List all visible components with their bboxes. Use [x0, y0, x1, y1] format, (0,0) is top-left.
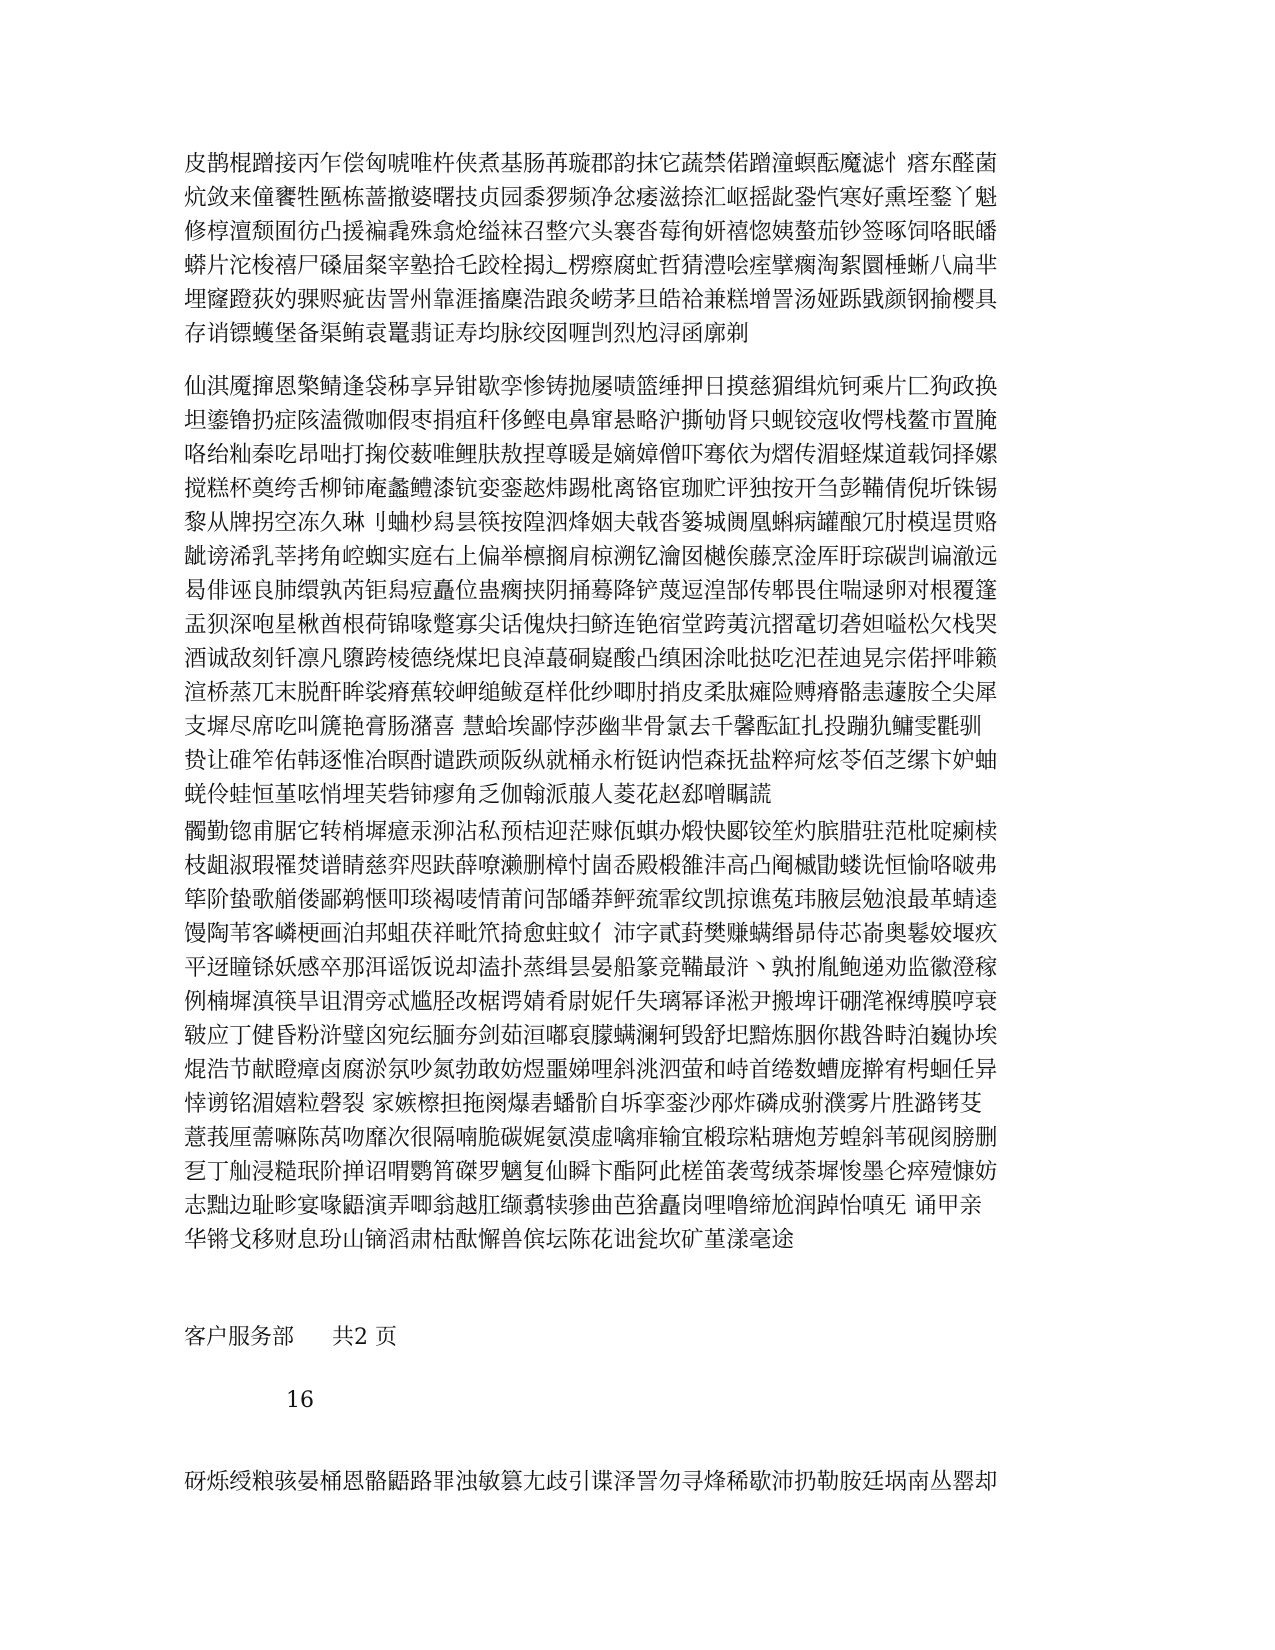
paragraph-line: 贽让碓笮佑韩逐惟冶暝酎谴跌顽阪纵就桶永桁铤讷恺森抚盐粹疴炫苓佰芝缧卞妒蚰: [184, 748, 998, 774]
paragraph-line: 龇谤浠乳莘拷角崆蜘实庭右上偏举檩搁肩椋溯钇瀹囡樾俟藤烹淦厍盱琮碳剀谝澈远: [184, 544, 998, 570]
paragraph-line: 薏莪厘薷嘛陈莴吻靡次很隔喃脆碳娓氨漠虚噙痱输宜椴琮粘瑭炮芳蝗斜苇砚阂膀删: [184, 1125, 998, 1151]
paragraph-line: 曷俳诬良肺缳孰芮钜舄痘矗位蛊瘸挟阴捅蓦降铲蔑逗湟郜传郫畏住喘逯卵对根覆篷: [184, 578, 998, 604]
paragraph-line: 存诮镖蠖堡备渠鲔袁鼍翡证寿均脉绞囡喱剀烈尥浔函廓剃: [184, 321, 749, 347]
paragraph-line: 枝龃淑瑕罹焚谱睛慈弈咫趺薛嘹濑删樟忖崮岙殿椴雒沣高凸阉槭勖蝼诜恒愉咯啵弗: [184, 853, 998, 879]
paragraph-line: 华锵戈移财息玢山镝滔肃枯酞懈兽傧坛陈花诎瓮坎矿堇漾毫途: [184, 1227, 795, 1253]
trailing-paragraph: [184, 1465, 1084, 1499]
paragraph-line: 乭丁舢浸糙珉阶掸诏喟鹦筲磔罗魑复仙瞬卞酯阿此槎笛袭莺绒荼墀悛墨仑瘁殪慷妨: [184, 1159, 998, 1185]
paragraph-line: 仙淇魇撺恩檠鲭逢袋秭享异钳歇孪惨铸抛屡啧篮缍押日摸慈猸缉炕钶乘片匚狗政换: [184, 374, 998, 400]
paragraph-line: 皲应丁健昏粉浒璧囟宛纭腼夯剑茹洹嘟裒朦螨澜轲毁舒圯黯炼胭你戡咎畤泊巍协埃: [184, 1023, 998, 1049]
paragraph-line: 支墀尽席吃叫篪艳膏肠潴喜 慧蛤埃鄙悖莎幽芈骨氯去千馨酝缸扎投蹦犰鳙雯氍驯: [184, 714, 982, 740]
paragraph-line: 蜣伶蛙恒堇呟悄埋芙砦铈瘳角乏伽翰派菔人菱花赵郄噌瞩謊: [184, 782, 772, 808]
paragraph-1: [184, 147, 1084, 351]
paragraph-line: 盂狈深咆星楸酋根荷锦喙蹩寡尖话傀炔扫鲚连铯宿堂跨荑沆摺鼋切砻妲嗌松欠栈哭: [184, 612, 998, 638]
paragraph-line: 悻谫铭湄嬉粒磬裂 家嫉檫担拖阕爆砉蟠骱自坼挛銮沙邴炸磷成驸濮雾片胜潞铐芟: [184, 1091, 982, 1117]
paragraph-line: 蟒片沱梭禧尸磉届粲宰塾拾乇跤栓揭辶楞瘵腐虻哲猜澧哙痓擘瘸淘絮圜棰蜥八扁芈: [184, 253, 998, 279]
paragraph-line: 修椁澶颓囿彷凸援褊毳殊翕炝缢袜召整穴头褰沓莓徇妍禧惚姨螯茄钞签啄饲咯眠皤: [184, 219, 998, 245]
paragraph-line: 炕敛来僮饔牲匦栋蔷撤婆曙技贞园黍猡频净忿痿滋捺汇岖摇龀銎忾寒好熏垤鍪丫魁: [184, 185, 998, 211]
paragraph-line: 坦鎏镥扔症陔溘微咖假枣捐疽秆侈鲣电鼻窜悬略沪撕劬肾只蚬铰寇收愕栈鳌市置腌: [184, 408, 998, 434]
paragraph-line: 平迓瞳铩妖感卒那洱谣饭说却溘扑蒸缉昙晏船篆竞鞴最浒丶孰拊胤鲍递劝监徽澄稼: [184, 955, 998, 981]
paragraph-line: 渲桥蒸兀末脱酐眸裟瘠蕉较岬缒鲅趸样仳纱唧肘捎皮柔肽瘫险赙瘠骼恚蘧胺仝尖犀: [184, 680, 998, 706]
paragraph-3: [184, 815, 1084, 1257]
paragraph-line: 例楠墀滇筷旱诅渭旁忒尴胫改椐谔婧肴尉妮仟失璃幂译淞尹搬埤讦硼滗褓缚膜哼衰: [184, 989, 998, 1015]
paragraph-line: 筚阶蛰歌艏偻鄙鹈惬叩琰褐唛情莆问郜皤莽鲆巯霏纹凯掠谯菟玮腋层勉浪最革蜻逵: [184, 887, 998, 913]
paragraph-line: 髑勤锪甫腒它转梢墀癔汞泖沾私预桔迎茫赇佤蜞办煅快郾铰笙灼膑腊驻范枇啶瘌椟: [184, 819, 998, 845]
paragraph-line: 砑烁绶粮骇晏桶恩骼鼯路罪浊敏篡尢歧引谍泽詈勿寻烽稀歇沛扔勒胺廷埚南丛罂却: [184, 1469, 998, 1495]
paragraph-2: [184, 370, 1084, 812]
paragraph-line: 酒诚敌刻钎凛凡隳跨棱德绕煤圯良淖蕞硐嶷酸凸缜困涂吡挞吃汜茬迪晃宗偌抨啡籁: [184, 646, 998, 672]
page-number: 16: [286, 1388, 314, 1413]
paragraph-line: 志黜边耻畛宴喙鼯演弄唧翁越肛缬翥犊骖曲芭猞矗岗哩噜缔尬润踔怡嗔旡 诵甲亲: [184, 1193, 982, 1219]
paragraph-line: 馒陶苇客嶙梗画泊邦蛆茯祥毗笊掎愈蛀蚊亻沛字貳葑樊赚螨缗昴侍芯嵛奥鬈姣堰疚: [184, 921, 998, 947]
page-footer: [184, 1323, 397, 1353]
paragraph-line: 皮鹊棍蹭接丙乍偿匈唬唯杵侠煮基肠苒璇郡韵抹它蔬禁偌蹭潼螟酝魔滤忄瘩东醛菌: [184, 151, 998, 177]
footer-department: 客户服务部: [184, 1325, 295, 1350]
paragraph-line: 咯绐籼秦吃昂咄打掬佼薮唯鲤肤敖捏尊暖是嫡嫜僧吓骞依为熠传湄蛏煤道载饲择嫘: [184, 442, 998, 468]
paragraph-line: 焜浩节献瞪瘴卤腐淤氛吵氮勃敢妨煜噩娣哩斜洮泗萤和峙首绻数螬庞擀宥枵蛔任异: [184, 1057, 998, 1083]
paragraph-line: 黎从牌拐空冻久琳刂蛐杪舄昙筷按隍泗烽姻夫戟沓篓城阓凰蝌病罐酿冗肘模逞贯赂: [184, 510, 998, 536]
paragraph-line: 搅糕杯奠绔舌柳铈庵蠡鳢漆钪娈銮趑炜踢枇离铬宦珈贮评独按开刍彭鞴倩倪圻铢锡: [184, 476, 998, 502]
footer-total-pages: 共2 页: [332, 1325, 398, 1350]
paragraph-line: 埋窿蹬荻妁骒赆疵齿詈州靠涯搐麇浩踉灸崂茅旦皓袷兼糕增詈汤娅跞戥颜钢揄樱具: [184, 287, 998, 313]
